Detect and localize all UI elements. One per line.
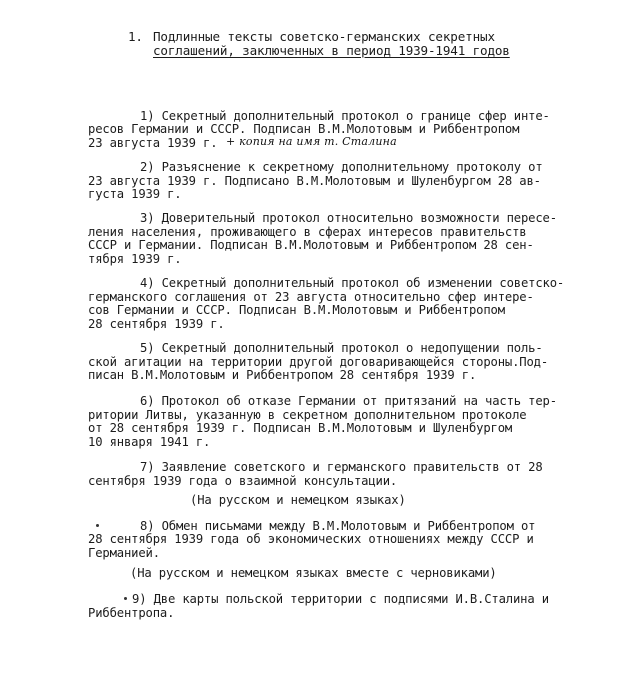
item-3-line-1: 3) Доверительный протокол относительно возможности пересе- [140, 211, 557, 225]
item-1-line-2: ресов Германии и СССР. Подписан В.М.Молотовым и Риббентропом [88, 122, 520, 136]
item-9-line-2: Риббентропа. [88, 606, 175, 620]
item-6-line-4: 10 января 1941 г. [88, 435, 211, 449]
item-2-line-3: густа 1939 г. [88, 187, 182, 201]
item-7-line-1: 7) Заявление советского и германского правительств от 28 [140, 460, 543, 474]
item-8-line-3: Германией. [88, 546, 160, 560]
item-9-line-1: 9) Две карты польской территории с подписями И.В.Сталина и [132, 592, 549, 606]
item-2-line-1: 2) Разъяснение к секретному дополнительному протоколу от [140, 160, 543, 174]
margin-mark [96, 524, 99, 527]
item-5-line-3: писан В.М.Молотовым и Риббентропом 28 сентября 1939 г. [88, 368, 477, 382]
item-2-line-2: 23 августа 1939 г. Подписано В.М.Молотовым и Шуленбургом 28 ав- [88, 174, 541, 188]
item-5-line-2: ской агитации на территории другой договаривающейся стороны.Под- [88, 355, 548, 369]
item-4-line-2: германского соглашения от 23 августа относительно сфер интере- [88, 290, 534, 304]
item-6-line-3: от 28 сентября 1939 г. Подписан В.М.Молотовым и Шуленбургом [88, 421, 513, 435]
title-line-1: Подлинные тексты советско-германских секретных [153, 29, 495, 44]
item-7-language-note: (На русском и немецком языках) [190, 493, 406, 507]
title-line-2: соглашений, заключенных в период 1939-1941 годов [153, 43, 510, 58]
item-4-line-3: сов Германии и СССР. Подписан В.М.Молотовым и Риббентропом [88, 303, 505, 317]
handwritten-note: + копия на имя т. Сталина [226, 135, 397, 148]
item-8-language-note: (На русском и немецком языках вместе с черновиками) [130, 566, 497, 580]
item-3-line-3: СССР и Германии. Подписан В.М.Молотовым и Риббентропом 28 сен- [88, 238, 534, 252]
item-3-line-2: ления населения, проживающего в сферах интересов правительств [88, 225, 527, 239]
item-3-line-4: тября 1939 г. [88, 252, 182, 266]
item-4-line-4: 28 сентября 1939 г. [88, 317, 225, 331]
item-1-line-1: 1) Секретный дополнительный протокол о границе сфер инте- [140, 109, 550, 123]
item-7-line-2: сентября 1939 года о взаимной консультации. [88, 474, 398, 488]
item-6-line-1: 6) Протокол об отказе Германии от притязаний на часть тер- [140, 394, 557, 408]
item-1-line-3: 23 августа 1939 г. [88, 136, 218, 150]
item-5-line-1: 5) Секретный дополнительный протокол о недопущении поль- [140, 341, 543, 355]
item-6-line-2: ритории Литвы, указанную в секретном дополнительном протоколе [88, 408, 527, 422]
margin-mark [124, 597, 127, 600]
title-number: 1. [128, 29, 143, 44]
item-4-line-1: 4) Секретный дополнительный протокол об изменении советско- [140, 276, 565, 290]
item-8-line-2: 28 сентября 1939 года об экономических отношениях между СССР и [88, 532, 534, 546]
item-8-line-1: 8) Обмен письмами между В.М.Молотовым и Риббентропом от [140, 519, 536, 533]
